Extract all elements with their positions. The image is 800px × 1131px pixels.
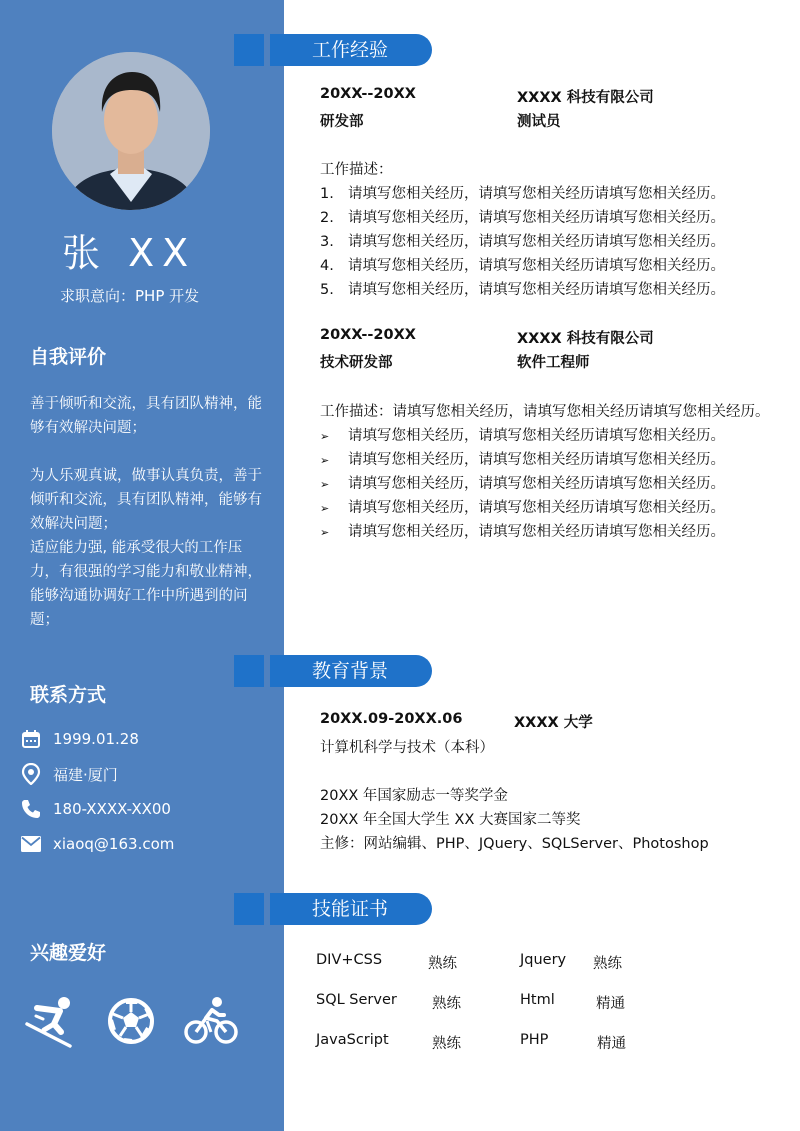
edu-courses: 主修：网站编辑、PHP、JQuery、SQLServer、Photoshop bbox=[320, 836, 709, 852]
list-item bbox=[320, 206, 725, 227]
self-eval-text bbox=[30, 392, 262, 632]
sidebar bbox=[0, 0, 284, 1131]
arrow-bullet-icon: ➢ bbox=[320, 454, 330, 467]
skill-level: 熟练 bbox=[432, 1036, 461, 1052]
arrow-bullet-icon: ➢ bbox=[320, 526, 330, 539]
skill-name: JavaScript bbox=[316, 1032, 389, 1048]
cycling-icon bbox=[184, 994, 238, 1048]
list-marker: 3. bbox=[320, 234, 334, 250]
job-role: 软件工程师 bbox=[517, 355, 590, 371]
job-desc-label: 工作描述：请填写您相关经历，请填写您相关经历请填写您相关经历。 bbox=[320, 404, 770, 420]
list-marker: 4. bbox=[320, 258, 334, 274]
skill-name: Html bbox=[520, 992, 555, 1008]
job-dept: 技术研发部 bbox=[320, 355, 393, 371]
list-text: 请填写您相关经历，请填写您相关经历请填写您相关经历。 bbox=[348, 210, 725, 226]
section-title: 工作经验 bbox=[270, 34, 432, 66]
section-title: 技能证书 bbox=[270, 893, 432, 925]
list-marker: 5. bbox=[320, 282, 334, 298]
list-item bbox=[320, 448, 725, 469]
skill-level: 熟练 bbox=[428, 956, 457, 972]
section-title: 教育背景 bbox=[270, 655, 432, 687]
full-name: 张 XX bbox=[62, 231, 197, 275]
skiing-icon bbox=[24, 994, 78, 1048]
list-text: 请填写您相关经历，请填写您相关经历请填写您相关经历。 bbox=[348, 258, 725, 274]
list-item bbox=[320, 424, 725, 445]
self-eval-paragraph: 适应能力强, 能承受很大的工作压力，有很强的学习能力和敬业精神，能够沟通协调好工作中所遇到的问题； bbox=[30, 540, 262, 628]
list-text: 请填写您相关经历，请填写您相关经历请填写您相关经历。 bbox=[348, 282, 725, 298]
job-desc-label: 工作描述： bbox=[320, 162, 393, 178]
edu-school: XXXX 大学 bbox=[514, 715, 593, 731]
edu-period: 20XX.09-20XX.06 bbox=[320, 711, 463, 727]
edu-major: 计算机科学与技术（本科） bbox=[320, 740, 494, 756]
list-item bbox=[320, 230, 725, 251]
profile-photo bbox=[52, 52, 210, 210]
contact-text: xiaoq@163.com bbox=[53, 835, 175, 853]
skill-level: 精通 bbox=[597, 1036, 626, 1052]
edu-award: 20XX 年国家励志一等奖学金 bbox=[320, 788, 508, 804]
skill-level: 熟练 bbox=[432, 996, 461, 1012]
skill-name: PHP bbox=[520, 1032, 549, 1048]
contact-email bbox=[20, 832, 174, 856]
list-text: 请填写您相关经历，请填写您相关经历请填写您相关经历。 bbox=[348, 234, 725, 250]
job-company: XXXX 科技有限公司 bbox=[517, 90, 654, 106]
self-eval-heading: 自我评价 bbox=[30, 346, 107, 368]
list-text: 请填写您相关经历，请填写您相关经历请填写您相关经历。 bbox=[348, 428, 725, 444]
job-dept: 研发部 bbox=[320, 114, 364, 130]
arrow-bullet-icon: ➢ bbox=[320, 502, 330, 515]
section-marker bbox=[234, 893, 264, 925]
job-company: XXXX 科技有限公司 bbox=[517, 331, 654, 347]
list-text: 请填写您相关经历，请填写您相关经历请填写您相关经历。 bbox=[348, 186, 725, 202]
job-intent: 求职意向：PHP 开发 bbox=[60, 287, 200, 305]
section-marker bbox=[234, 655, 264, 687]
contact-text: 180-XXXX-XX00 bbox=[53, 800, 171, 818]
soccer-ball-icon bbox=[104, 994, 158, 1048]
contact-birthday bbox=[20, 727, 139, 751]
contact-location bbox=[20, 762, 118, 786]
arrow-bullet-icon: ➢ bbox=[320, 478, 330, 491]
section-marker bbox=[234, 34, 264, 66]
list-text: 请填写您相关经历，请填写您相关经历请填写您相关经历。 bbox=[348, 500, 725, 516]
contact-text: 福建·厦门 bbox=[53, 765, 118, 784]
skill-name: Jquery bbox=[520, 952, 567, 968]
arrow-bullet-icon: ➢ bbox=[320, 430, 330, 443]
edu-award: 20XX 年全国大学生 XX 大赛国家二等奖 bbox=[320, 812, 581, 828]
contact-phone bbox=[20, 797, 171, 821]
self-eval-paragraph: 善于倾听和交流，具有团队精神，能够有效解决问题； bbox=[30, 396, 262, 436]
skill-level: 精通 bbox=[596, 996, 625, 1012]
contact-heading: 联系方式 bbox=[30, 684, 107, 706]
contact-text: 1999.01.28 bbox=[53, 730, 139, 748]
list-item bbox=[320, 182, 725, 203]
calendar-icon bbox=[20, 728, 42, 750]
job-period: 20XX--20XX bbox=[320, 86, 416, 102]
job-period: 20XX--20XX bbox=[320, 327, 416, 343]
list-item bbox=[320, 496, 725, 517]
list-marker: 1. bbox=[320, 186, 334, 202]
phone-icon bbox=[20, 798, 42, 820]
skill-level: 熟练 bbox=[593, 956, 622, 972]
job-role: 测试员 bbox=[517, 114, 561, 130]
self-eval-paragraph: 为人乐观真诚，做事认真负责，善于倾听和交流，具有团队精神，能够有效解决问题； bbox=[30, 468, 262, 532]
list-item bbox=[320, 278, 725, 299]
list-marker: 2. bbox=[320, 210, 334, 226]
mail-icon bbox=[20, 833, 42, 855]
list-text: 请填写您相关经历，请填写您相关经历请填写您相关经历。 bbox=[348, 524, 725, 540]
location-pin-icon bbox=[20, 763, 42, 785]
list-item bbox=[320, 254, 725, 275]
skill-name: DIV+CSS bbox=[316, 952, 383, 968]
skill-name: SQL Server bbox=[316, 992, 397, 1008]
list-item bbox=[320, 520, 725, 541]
list-item bbox=[320, 472, 725, 493]
hobbies-heading: 兴趣爱好 bbox=[30, 942, 107, 964]
list-text: 请填写您相关经历，请填写您相关经历请填写您相关经历。 bbox=[348, 452, 725, 468]
list-text: 请填写您相关经历，请填写您相关经历请填写您相关经历。 bbox=[348, 476, 725, 492]
